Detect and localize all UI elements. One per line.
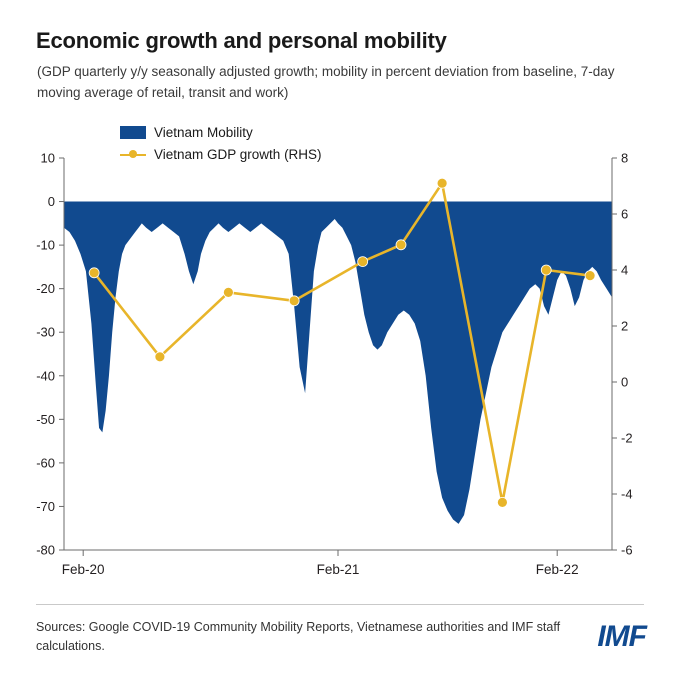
left-axis-tick-label: 0: [47, 194, 55, 210]
right-axis-tick-label: 4: [621, 262, 629, 278]
left-axis-tick-label: -50: [36, 411, 55, 427]
legend-label-mobility: Vietnam Mobility: [154, 124, 253, 140]
x-axis-tick-label: Feb-21: [316, 562, 360, 577]
x-axis-tick-label: Feb-22: [535, 562, 579, 577]
right-axis-tick-label: -2: [621, 430, 633, 446]
chart-sources: Sources: Google COVID-19 Community Mobility Reports, Vietnamese authorities and IMF staff calculations.: [36, 620, 561, 653]
left-axis-tick-label: -40: [36, 368, 55, 384]
footer-divider: [36, 604, 644, 605]
gdp-growth-point: [89, 268, 99, 278]
right-axis-tick-label: -6: [621, 542, 633, 558]
right-axis-tick-label: 8: [621, 150, 629, 166]
chart-plot: [0, 110, 680, 580]
right-axis-tick-label: 2: [621, 318, 629, 334]
gdp-growth-point: [396, 240, 406, 250]
left-axis-tick-label: -30: [36, 324, 55, 340]
right-axis-tick-label: -4: [621, 486, 633, 502]
gdp-growth-point: [358, 257, 368, 267]
chart-area: [0, 110, 680, 580]
gdp-growth-point: [289, 296, 299, 306]
gdp-growth-point: [585, 271, 595, 281]
gdp-growth-point: [155, 352, 165, 362]
x-axis-tick-label: Feb-20: [61, 562, 105, 577]
left-axis-tick-label: -70: [36, 498, 55, 514]
gdp-growth-point: [541, 265, 551, 275]
left-axis-tick-label: -80: [36, 542, 55, 558]
imf-logo: IMF: [597, 620, 646, 653]
gdp-growth-point: [497, 497, 507, 507]
page-title: Economic growth and personal mobility: [36, 28, 447, 53]
left-axis-tick-label: -10: [36, 237, 55, 253]
left-axis-tick-label: 10: [40, 150, 55, 166]
legend-label-gdp: Vietnam GDP growth (RHS): [154, 146, 322, 162]
gdp-growth-point: [437, 178, 447, 188]
gdp-growth-point: [223, 287, 233, 297]
right-axis-tick-label: 6: [621, 206, 629, 222]
chart-subtitle: (GDP quarterly y/y seasonally adjusted growth; mobility in percent deviation from baseline, 7-day moving average of retail, transit and work): [37, 64, 615, 100]
left-axis-tick-label: -60: [36, 455, 55, 471]
left-axis-tick-label: -20: [36, 281, 55, 297]
right-axis-tick-label: 0: [621, 374, 629, 390]
